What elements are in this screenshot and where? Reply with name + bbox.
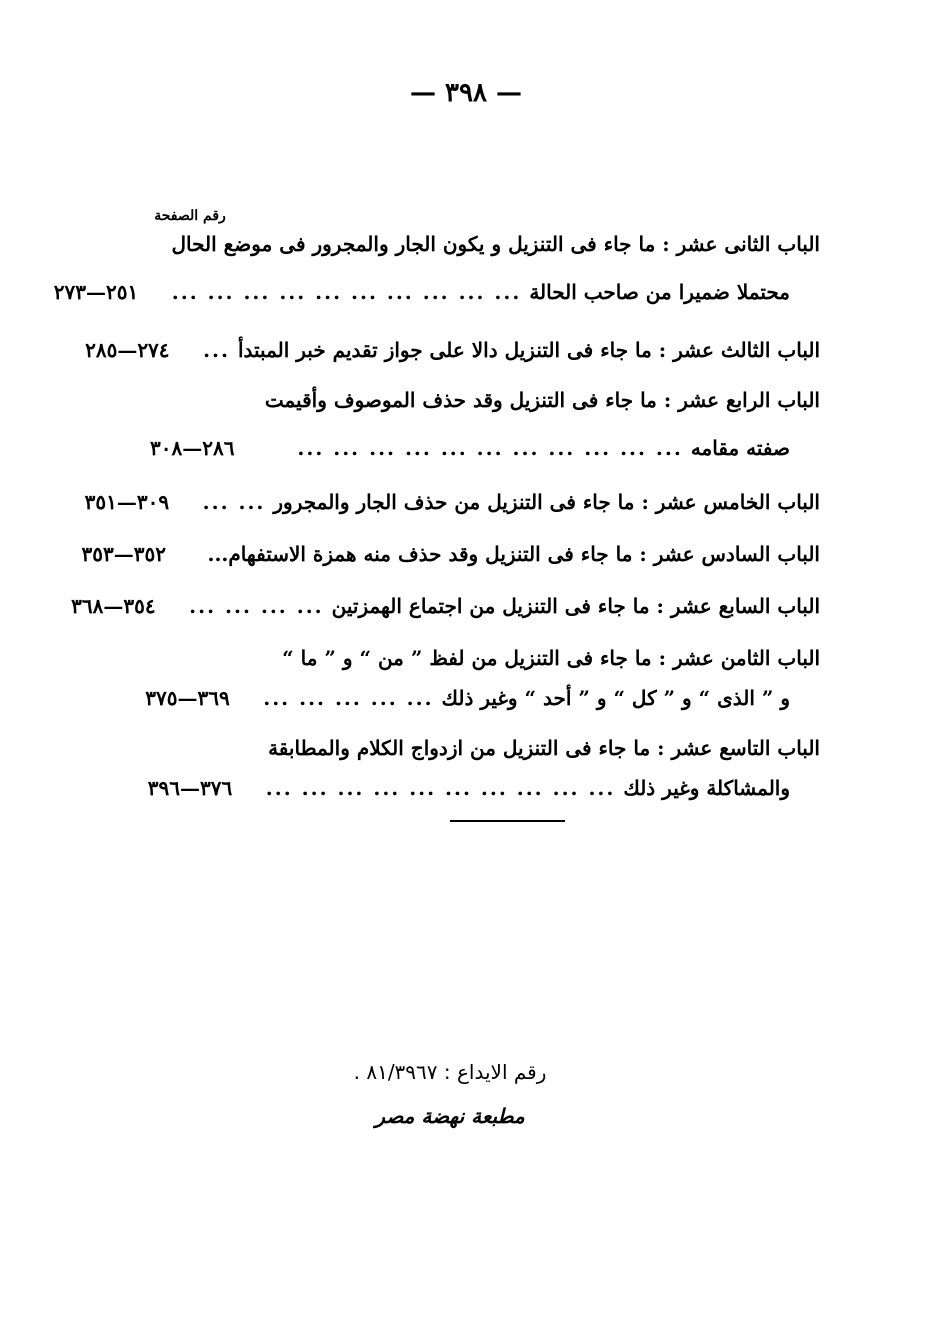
toc-entry xyxy=(81,530,820,578)
leader-dots: ... ... ... ... ... ... ... ... ... ... xyxy=(171,280,522,304)
printer-name: مطبعة نهضة مصر xyxy=(375,1104,525,1128)
toc-entry-title: الباب السابع عشر : ما جاء فى التنزيل من اجتماع الهمزتين xyxy=(331,594,820,618)
leader-dots: ... ... ... ... xyxy=(189,594,324,618)
page-range: ٣٥٢—٣٥٣ xyxy=(81,542,166,566)
divider xyxy=(450,820,565,822)
leader-dots: ... ... ... ... ... ... ... ... ... ... xyxy=(265,776,616,800)
toc-entry xyxy=(150,376,820,472)
leader-dots: ... ... ... ... ... xyxy=(263,686,434,710)
toc-entry xyxy=(85,326,820,374)
toc-entry-title: الباب الثانى عشر : ما جاء فى التنزيل و يكون الجار والمجرور فى موضع الحال xyxy=(171,232,820,256)
toc-entry-title: الباب التاسع عشر : ما جاء فى التنزيل من ازدواج الكلام والمطابقة xyxy=(268,736,820,760)
toc-entry-title-cont: و ” الذى “ و ” كل “ و ” أحد “ وغير ذلك xyxy=(441,686,790,710)
page-range: ٣٧٦—٣٩٦ xyxy=(147,776,233,800)
leader-dots: ... ... ... ... ... ... ... ... ... ... ... xyxy=(297,436,683,460)
leader-dots: ... xyxy=(203,338,230,362)
deposit-number: رقم الايداع : ٨١/٣٩٦٧ . xyxy=(353,1060,547,1084)
page-range: ٣٥٤—٣٦٨ xyxy=(71,594,156,618)
toc-entry xyxy=(147,724,820,812)
page-range: ٢٧٤—٢٨٥ xyxy=(85,338,170,362)
page-range: ٣٠٩—٣٥١ xyxy=(84,490,170,514)
page-range: ٢٥١—٢٧٣ xyxy=(53,280,139,304)
toc-entry-title: الباب الخامس عشر : ما جاء فى التنزيل من حذف الجار والمجرور xyxy=(273,490,820,514)
page-range: ٣٦٩—٣٧٥ xyxy=(145,686,230,710)
toc-entry xyxy=(84,478,820,526)
toc-entry-title-cont: والمشاكلة وغير ذلك xyxy=(623,776,790,800)
toc-entry xyxy=(53,220,820,320)
page-column-header: رقم الصفحة xyxy=(154,208,226,224)
toc-entry-title: الباب السادس عشر : ما جاء فى التنزيل وقد حذف منه همزة الاستفهام... xyxy=(207,542,820,566)
page-range: ٢٨٦—٣٠٨ xyxy=(150,436,235,460)
toc-entry-title: الباب الرابع عشر : ما جاء فى التنزيل وقد حذف الموصوف وأقيمت xyxy=(264,388,820,412)
toc-entry-title: الباب الثامن عشر : ما جاء فى التنزيل من لفظ ” من “ و ” ما “ xyxy=(282,646,820,670)
toc-entry-title-cont: صفته مقامه xyxy=(690,436,790,460)
page-number: — ٣٩٨ — xyxy=(409,78,523,108)
toc-entry-title: الباب الثالث عشر : ما جاء فى التنزيل دالا على جواز تقديم خبر المبتدأ xyxy=(237,338,820,362)
toc-entry-title-cont: محتملا ضميرا من صاحب الحالة xyxy=(529,280,790,304)
toc-entry xyxy=(71,582,820,630)
toc-entry xyxy=(145,634,820,722)
table-of-contents xyxy=(53,220,820,812)
leader-dots: ... ... xyxy=(202,490,266,514)
